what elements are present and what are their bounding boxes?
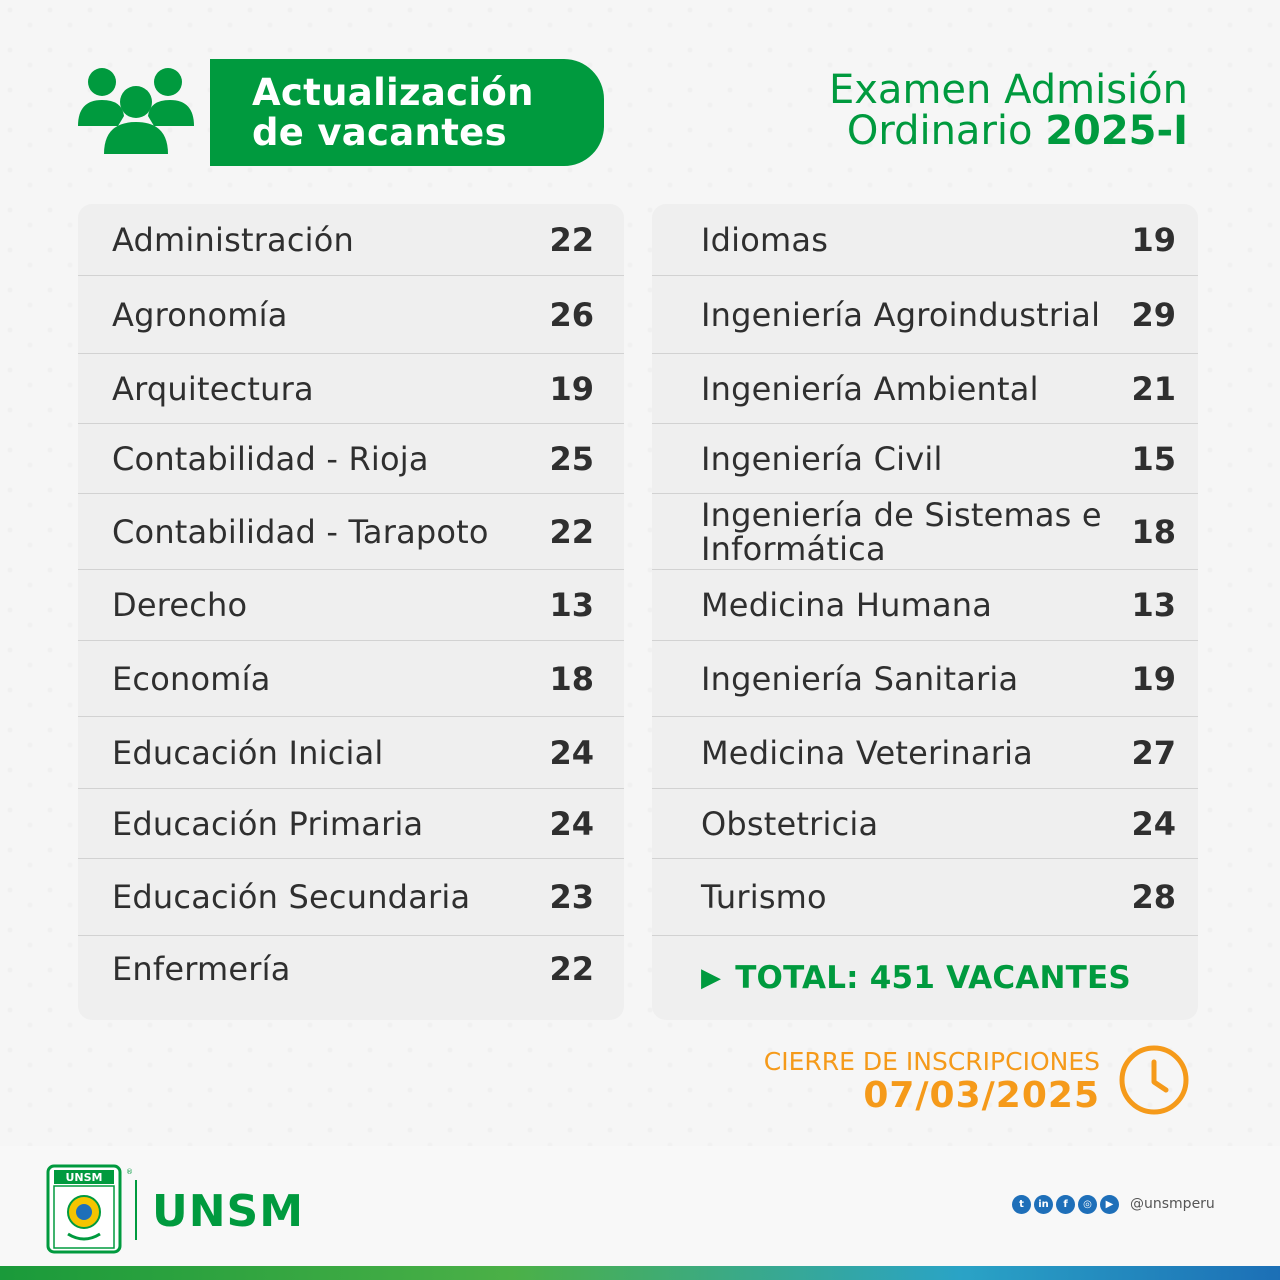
vacancy-count: 27 bbox=[1131, 733, 1176, 772]
twitter-icon[interactable]: t bbox=[1012, 1195, 1031, 1214]
career-name: Agronomía bbox=[112, 295, 288, 334]
list-item bbox=[652, 641, 1198, 717]
career-name: Turismo bbox=[701, 878, 827, 916]
vacancy-count: 25 bbox=[549, 439, 594, 478]
career-name: Derecho bbox=[112, 586, 248, 624]
vacancy-count: 26 bbox=[549, 295, 594, 334]
career-name: Ingeniería Civil bbox=[701, 439, 943, 478]
play-triangle-icon: ▶ bbox=[701, 963, 722, 993]
list-item bbox=[78, 494, 624, 570]
career-name: Administración bbox=[112, 220, 355, 259]
list-item bbox=[78, 424, 624, 494]
logo-text: UNSM bbox=[65, 1171, 103, 1184]
left-vacancy-list bbox=[78, 204, 624, 1020]
list-item bbox=[652, 276, 1198, 354]
career-name: Educación Inicial bbox=[112, 733, 384, 772]
career-name: Enfermería bbox=[112, 950, 291, 988]
career-name: Ingeniería Sanitaria bbox=[701, 659, 1019, 698]
career-name: Ingeniería de Sistemas e Informática bbox=[701, 495, 1102, 568]
facebook-icon[interactable]: f bbox=[1056, 1195, 1075, 1214]
list-item bbox=[78, 570, 624, 641]
career-name: Idiomas bbox=[701, 220, 829, 259]
career-name: Medicina Humana bbox=[701, 586, 993, 624]
vacancy-count: 18 bbox=[1131, 512, 1176, 551]
list-item bbox=[652, 717, 1198, 789]
exam-line-2-prefix: Ordinario bbox=[846, 108, 1033, 154]
linkedin-icon[interactable]: in bbox=[1034, 1195, 1053, 1214]
svg-text:®: ® bbox=[126, 1168, 133, 1176]
vacancy-count: 22 bbox=[549, 950, 594, 988]
logo-separator bbox=[135, 1180, 137, 1240]
list-item bbox=[78, 204, 624, 276]
title-line-2: de vacantes bbox=[252, 111, 507, 154]
social-links bbox=[1012, 1195, 1119, 1214]
bottom-gradient-bar bbox=[0, 1266, 1280, 1280]
vacancy-count: 13 bbox=[1131, 586, 1176, 624]
instagram-icon[interactable]: ◎ bbox=[1078, 1195, 1097, 1214]
list-item bbox=[652, 424, 1198, 494]
career-name: Economía bbox=[112, 659, 271, 698]
group-people-icon bbox=[78, 66, 194, 154]
brand-name: UNSM bbox=[152, 1186, 305, 1237]
list-item bbox=[652, 859, 1198, 936]
vacancy-count: 24 bbox=[549, 804, 594, 843]
total-row bbox=[652, 936, 1198, 1020]
vacancy-count: 24 bbox=[1131, 804, 1176, 843]
deadline-date: 07/03/2025 bbox=[863, 1075, 1100, 1116]
career-name: Educación Primaria bbox=[112, 804, 424, 843]
vacancy-count: 19 bbox=[1131, 220, 1176, 259]
vacancy-count: 23 bbox=[549, 878, 594, 916]
vacancy-count: 15 bbox=[1131, 439, 1176, 478]
list-item bbox=[652, 570, 1198, 641]
social-handle[interactable]: @unsmperu bbox=[1130, 1196, 1215, 1212]
vacancy-count: 29 bbox=[1131, 295, 1176, 334]
vacancy-count: 28 bbox=[1131, 878, 1176, 916]
list-item bbox=[78, 789, 624, 859]
vacancy-count: 18 bbox=[549, 659, 594, 698]
list-item bbox=[78, 859, 624, 936]
vacancy-count: 19 bbox=[549, 369, 594, 408]
list-item bbox=[78, 717, 624, 789]
list-item bbox=[78, 936, 624, 1002]
career-name: Educación Secundaria bbox=[112, 878, 471, 916]
unsm-logo bbox=[46, 1164, 132, 1254]
vacancy-count: 22 bbox=[549, 220, 594, 259]
list-item bbox=[78, 641, 624, 717]
exam-line-2 bbox=[829, 108, 1188, 154]
vacancy-count: 22 bbox=[549, 512, 594, 551]
list-item bbox=[78, 354, 624, 424]
youtube-icon[interactable]: ▶ bbox=[1100, 1195, 1119, 1214]
career-name: Ingeniería Ambiental bbox=[701, 369, 1039, 408]
deadline-label: CIERRE DE INSCRIPCIONES bbox=[763, 1047, 1100, 1076]
exam-line-1: Examen Admisión bbox=[828, 67, 1188, 113]
career-name: Arquitectura bbox=[112, 369, 314, 408]
registration-deadline bbox=[764, 1047, 1100, 1115]
title-banner bbox=[210, 59, 604, 166]
right-vacancy-list bbox=[652, 204, 1198, 1020]
total-text: TOTAL: 451 VACANTES bbox=[735, 960, 1131, 996]
career-name: Ingeniería Agroindustrial bbox=[701, 295, 1101, 334]
list-item bbox=[78, 276, 624, 354]
title-line-1: Actualización bbox=[252, 71, 534, 114]
vacancy-count: 13 bbox=[549, 586, 594, 624]
vacancy-count: 24 bbox=[549, 733, 594, 772]
list-item bbox=[652, 204, 1198, 276]
vacancy-count: 21 bbox=[1131, 369, 1176, 408]
career-name: Obstetricia bbox=[701, 804, 879, 843]
career-name: Contabilidad - Tarapoto bbox=[112, 512, 489, 551]
vacancy-count: 19 bbox=[1131, 659, 1176, 698]
career-name: Contabilidad - Rioja bbox=[112, 439, 429, 478]
clock-icon bbox=[1118, 1044, 1190, 1116]
exam-title bbox=[828, 67, 1188, 154]
list-item bbox=[652, 354, 1198, 424]
exam-year: 2025-I bbox=[1045, 108, 1188, 154]
career-name: Medicina Veterinaria bbox=[701, 733, 1033, 772]
list-item bbox=[652, 789, 1198, 859]
list-item bbox=[652, 494, 1198, 570]
total-label bbox=[701, 961, 1176, 995]
